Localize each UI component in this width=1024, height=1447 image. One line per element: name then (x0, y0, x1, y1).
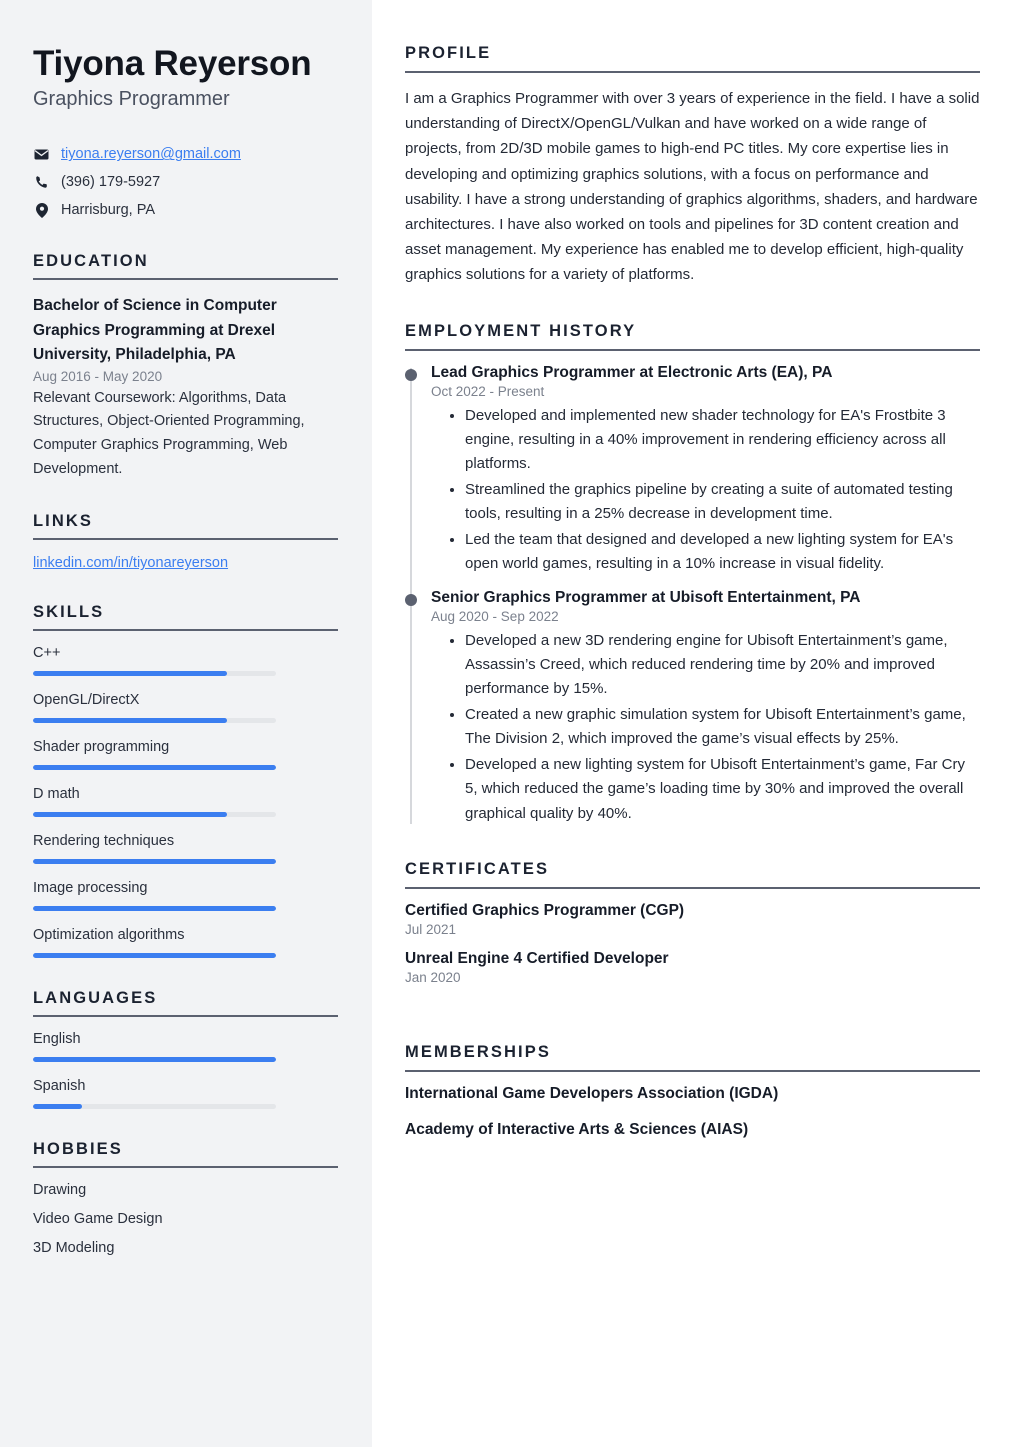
main-content (372, 0, 1024, 1447)
phone-value: (396) 179-5927 (61, 174, 161, 191)
certificate-date: Jul 2021 (405, 922, 457, 938)
job-bullet: • Led the team that designed and developed a new lighting system for EA's open world games, resulting in a 10% increase in visual fidelity. (465, 528, 980, 577)
certificates-section (405, 860, 980, 985)
job-bullet: • Developed and implemented new shader technology for EA's Frostbite 3 engine, resulting in a 40% improvement in rendering efficiency across all platforms. (465, 404, 980, 477)
education-date: Aug 2016 - May 2020 (33, 368, 163, 384)
hobbies-heading: HOBBIES (33, 1140, 123, 1159)
bar-fill (33, 671, 227, 676)
contact-row-phone (33, 171, 338, 193)
profile-heading: PROFILE (405, 44, 492, 62)
education-section (33, 252, 338, 481)
job-bullet: • Streamlined the graphics pipeline by creating a suite of automated testing tools, resulting in a 25% decrease in development time. (465, 478, 980, 527)
bar-fill (33, 953, 276, 958)
bar-track (33, 859, 276, 864)
job-bullet: • Created a new graphic simulation system for Ubisoft Entertainment’s game, The Division 2, which improved the game’s visual effects by 25%. (465, 703, 980, 752)
job-title: Senior Graphics Programmer at Ubisoft Entertainment, PA (431, 588, 861, 606)
bar-row (33, 1078, 338, 1109)
bar-track (33, 765, 276, 770)
certificates-list (405, 902, 980, 985)
bar-fill (33, 859, 276, 864)
employment-section (405, 322, 980, 827)
profile-section (405, 44, 980, 288)
skills-heading: SKILLS (33, 603, 105, 622)
bar-row (33, 880, 338, 911)
bar-track (33, 671, 276, 676)
education-heading: EDUCATION (33, 252, 149, 271)
bar-track (33, 1057, 276, 1062)
job-bullet-list (431, 404, 980, 577)
timeline-dot-icon (405, 369, 417, 381)
bar-track (33, 718, 276, 723)
bar-label: OpenGL/DirectX (33, 692, 140, 709)
contact-list (33, 143, 338, 221)
bar-track (33, 953, 276, 958)
certificates-heading: CERTIFICATES (405, 860, 550, 879)
section-divider (33, 278, 338, 280)
job-date: Oct 2022 - Present (431, 383, 545, 399)
skills-list (33, 645, 338, 958)
education-description: Relevant Coursework: Algorithms, Data Structures, Object-Oriented Programming, Computer Graphics Programming, Web Development. (33, 389, 305, 477)
bar-track (33, 812, 276, 817)
links-heading: LINKS (33, 512, 93, 531)
bar-fill (33, 1104, 82, 1109)
location-value: Harrisburg, PA (61, 202, 156, 219)
profile-text: I am a Graphics Programmer with over 3 years of experience in the field. I have a solid understanding of DirectX/OpenGL/Vulkan and have worked on a wide range of projects, from 2D/3D mobile games to high-end PC titles. My core expertise lies in developing and optimizing graphics solutions, with a focus on performance and usability. I have a strong understanding of graphics algorithms, shaders, and hardware architectures. I have also worked on tools and pipelines for 3D content creation and asset management. My experience has enabled me to develop efficient, high-quality graphics solutions for a variety of platforms. (405, 90, 980, 284)
memberships-heading: MEMBERSHIPS (405, 1043, 551, 1062)
bar-row (33, 1031, 338, 1062)
hobby-item: Video Game Design (33, 1211, 163, 1228)
membership-item: Academy of Interactive Arts & Sciences (AIAS) (405, 1121, 749, 1139)
certificate-date: Jan 2020 (405, 970, 461, 986)
languages-heading: LANGUAGES (33, 989, 158, 1008)
skills-section (33, 603, 338, 958)
timeline-dot-icon (405, 594, 417, 606)
candidate-role: Graphics Programmer (33, 88, 230, 111)
bar-label: D math (33, 786, 80, 803)
section-divider (33, 629, 338, 631)
job-entry (431, 364, 980, 577)
bar-label: C++ (33, 645, 61, 662)
job-bullet: • Developed a new lighting system for Ubisoft Entertainment’s game, Far Cry 5, which reduced the game’s loading time by 30% and improved the overall graphical quality by 40%. (465, 753, 980, 826)
job-bullet: • Developed a new 3D rendering engine for Ubisoft Entertainment’s game, Assassin’s Creed, which reduced rendering time by 20% and improved performance by 15%. (465, 629, 980, 702)
languages-section (33, 989, 338, 1109)
bar-row (33, 927, 338, 958)
bar-fill (33, 906, 276, 911)
bar-row (33, 739, 338, 770)
hobbies-section (33, 1140, 338, 1256)
bar-label: Image processing (33, 880, 148, 897)
certificate-title: Unreal Engine 4 Certified Developer (405, 950, 669, 968)
bar-fill (33, 812, 227, 817)
bar-fill (33, 718, 227, 723)
bar-track (33, 906, 276, 911)
membership-item: International Game Developers Association (IGDA) (405, 1085, 779, 1103)
email-link[interactable]: tiyona.reyerson@gmail.com (61, 146, 241, 163)
education-entry (33, 294, 338, 481)
bar-label: English (33, 1031, 81, 1048)
hobby-item: 3D Modeling (33, 1240, 115, 1257)
bar-label: Optimization algorithms (33, 927, 185, 944)
section-divider (33, 1015, 338, 1017)
job-bullet-list (431, 629, 980, 827)
section-divider (405, 349, 980, 351)
section-divider (405, 71, 980, 73)
certificate-title: Certified Graphics Programmer (CGP) (405, 902, 685, 920)
candidate-name: Tiyona Reyerson (33, 44, 312, 83)
bar-row (33, 786, 338, 817)
languages-list (33, 1031, 338, 1109)
location-pin-icon (33, 203, 50, 218)
bar-fill (33, 765, 276, 770)
section-divider (405, 887, 980, 889)
bar-track (33, 1104, 276, 1109)
memberships-section (405, 1043, 980, 1139)
hobby-item: Drawing (33, 1182, 87, 1199)
phone-icon (33, 175, 50, 189)
bar-fill (33, 1057, 276, 1062)
bar-row (33, 692, 338, 723)
education-title: Bachelor of Science in Computer Graphics Programming at Drexel University, Philadelphia, PA (33, 297, 277, 364)
job-date: Aug 2020 - Sep 2022 (431, 608, 559, 624)
bar-row (33, 645, 338, 676)
envelope-icon (33, 149, 50, 160)
contact-row-email[interactable] (33, 143, 338, 165)
bar-label: Spanish (33, 1078, 86, 1095)
sidebar (0, 0, 372, 1447)
memberships-list (405, 1085, 980, 1139)
bar-label: Shader programming (33, 739, 170, 756)
employment-heading: EMPLOYMENT HISTORY (405, 321, 637, 340)
section-divider (33, 1166, 338, 1168)
employment-timeline (405, 364, 980, 827)
job-title: Lead Graphics Programmer at Electronic Arts (EA), PA (431, 363, 833, 381)
links-section (33, 512, 338, 572)
section-divider (33, 538, 338, 540)
linkedin-link[interactable]: linkedin.com/in/tiyonareyerson (33, 555, 229, 572)
bar-row (33, 833, 338, 864)
bar-label: Rendering techniques (33, 833, 175, 850)
contact-row-location (33, 199, 338, 221)
hobbies-list (33, 1182, 338, 1256)
certificate-item (405, 950, 980, 985)
certificate-item (405, 902, 980, 937)
section-divider (405, 1070, 980, 1072)
job-entry (431, 589, 980, 827)
